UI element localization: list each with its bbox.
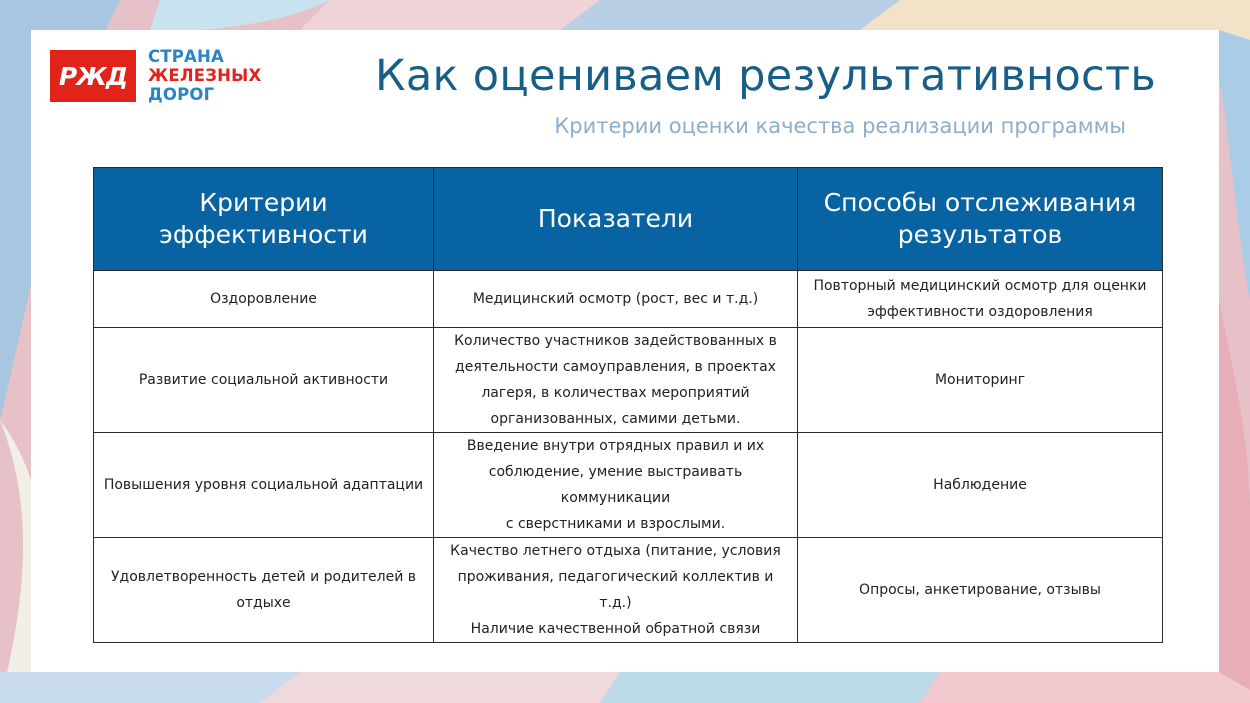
cell-criteria: Повышения уровня социальной адаптации [94,433,434,538]
rzd-logo [50,47,270,107]
cell-indicators: Качество летнего отдыха (питание, условия проживания, педагогический коллектив и т.д.) Наличие качественной обратной связи [434,538,798,643]
cell-criteria: Развитие социальной активности [94,328,434,433]
cell-indicators: Количество участников задействованных в деятельности самоуправления, в проектах лагеря, в количествах мероприятий организованных, самими детьми. [434,328,798,433]
rzd-emblem [50,50,136,102]
page-title: Как оцениваем результативность [375,51,1156,101]
cell-tracking: Опросы, анкетирование, отзывы [798,538,1163,643]
table-header-row [94,168,1163,271]
header-tracking-methods: Способы отслеживания результатов [798,168,1163,271]
table-row [94,433,1163,538]
criteria-table [93,167,1163,643]
cell-criteria: Удовлетворенность детей и родителей в отдыхе [94,538,434,643]
page-subtitle: Критерии оценки качества реализации программы [554,114,1126,138]
table-row [94,271,1163,328]
table-row [94,538,1163,643]
logo-wordmark [148,47,261,104]
svg-text:РЖД: РЖД [58,62,128,91]
logo-line-1: СТРАНА [148,47,225,66]
slide-card [31,30,1219,672]
logo-line-2: ЖЕЛЕЗНЫХ [148,66,262,85]
logo-line-3: ДОРОГ [148,85,215,104]
cell-tracking: Мониторинг [798,328,1163,433]
header-criteria: Критерии эффективности [94,168,434,271]
cell-indicators: Медицинский осмотр (рост, вес и т.д.) [434,271,798,328]
cell-criteria: Оздоровление [94,271,434,328]
header-indicators: Показатели [434,168,798,271]
cell-tracking: Повторный медицинский осмотр для оценки эффективности оздоровления [798,271,1163,328]
cell-tracking: Наблюдение [798,433,1163,538]
cell-indicators: Введение внутри отрядных правил и их соблюдение, умение выстраивать коммуникации с сверстниками и взрослыми. [434,433,798,538]
table-row [94,328,1163,433]
